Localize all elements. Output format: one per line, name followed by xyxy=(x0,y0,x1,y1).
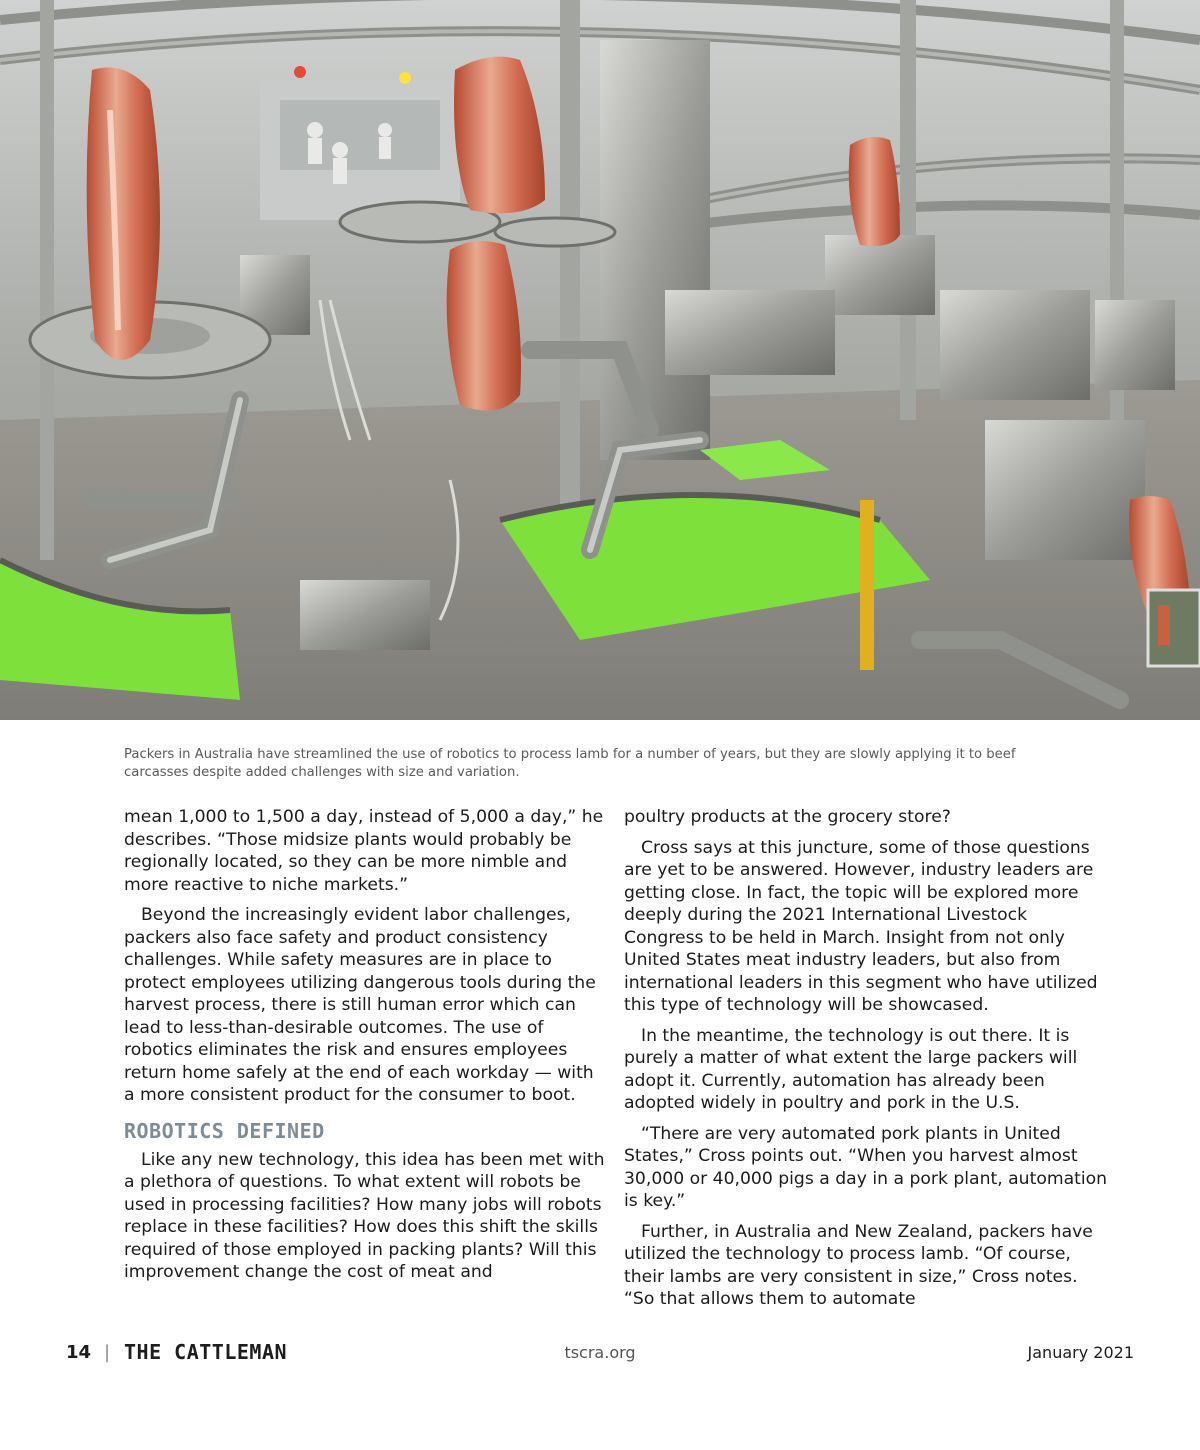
article-column-right xyxy=(624,806,1108,1319)
article-column-left xyxy=(124,806,606,1292)
issue-date: January 2021 xyxy=(1027,1343,1134,1362)
processing-plant-photo xyxy=(0,0,1200,720)
footer-separator: | xyxy=(104,1342,111,1363)
paragraph: Cross says at this juncture, some of those questions are yet to be answered. However, industry leaders are getting close. In fact, the topic will be explored more deeply during the 2021 International Livestock Congress to be held in March. Insight from not only United States meat industry leaders, but also from international leaders in this segment who have utilized this type of technology will be showcased. xyxy=(624,837,1098,1015)
page-footer xyxy=(66,1338,1134,1368)
paragraph: mean 1,000 to 1,500 a day, instead of 5,000 a day,” he describes. “Those midsize plants would probably be regionally located, so they can be more nimble and more reactive to niche markets.” xyxy=(124,807,604,895)
paragraph: “There are very automated pork plants in United States,” Cross points out. “When you harvest almost 30,000 or 40,000 pigs a day in a pork plant, automation is key.” xyxy=(624,1123,1108,1211)
website-link[interactable]: tscra.org xyxy=(564,1343,636,1362)
section-heading: ROBOTICS DEFINED xyxy=(124,1118,325,1143)
paragraph: In the meantime, the technology is out there. It is purely a matter of what extent the large packers will adopt it. Currently, automation has already been adopted widely in poultry and pork in the U.S. xyxy=(624,1025,1078,1113)
photo-caption: Packers in Australia have streamlined the use of robotics to process lamb for a number of years, but they are slowly applying it to beef carcasses despite added challenges with size and variation. xyxy=(124,747,1016,780)
paragraph: Further, in Australia and New Zealand, packers have utilized the technology to process lamb. “Of course, their lambs are very consistent in size,” Cross notes. “So that allows them to automate xyxy=(624,1221,1093,1309)
page-number: 14 xyxy=(66,1342,92,1363)
paragraph: poultry products at the grocery store? xyxy=(624,807,951,827)
paragraph: Like any new technology, this idea has been met with a plethora of questions. To what extent will robots be used in processing facilities? How many jobs will robots replace in these facilities? How does this shift the skills required of those employed in packing plants? Will this improvement change the cost of meat and xyxy=(124,1149,605,1282)
magazine-name: THE CATTLEMAN xyxy=(124,1340,288,1364)
paragraph: Beyond the increasingly evident labor challenges, packers also face safety and product consistency challenges. While safety measures are in place to protect employees utilizing dangerous tools during the harvest process, there is still human error which can lead to less-than-desirable outcomes. The use of robotics eliminates the risk and ensures employees return home safely at the end of each workday — with a more consistent product for the consumer to boot. xyxy=(124,905,596,1105)
